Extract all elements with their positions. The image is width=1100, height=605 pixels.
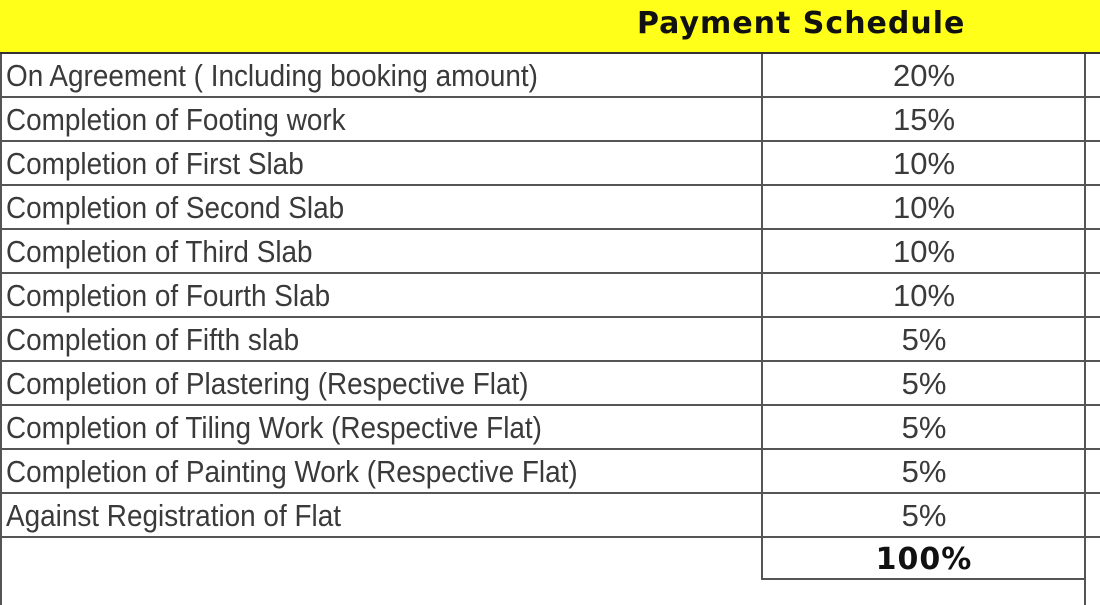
total-percent: 100% — [875, 542, 973, 577]
table-row — [0, 54, 1100, 98]
table-row — [0, 450, 1100, 494]
stage-cell: Completion of Fifth slab — [6, 322, 300, 357]
percent-cell: 10% — [892, 278, 956, 313]
percent-cell: 5% — [901, 498, 947, 533]
percent-cell: 5% — [901, 454, 947, 489]
stage-cell: Against Registration of Flat — [6, 498, 341, 533]
table-row — [0, 362, 1100, 406]
table-row — [0, 406, 1100, 450]
stage-cell: Completion of Plastering (Respective Flat) — [6, 366, 529, 401]
percent-cell: 5% — [901, 410, 947, 445]
total-underline — [761, 578, 1086, 580]
table-row — [0, 230, 1100, 274]
percent-cell: 20% — [892, 58, 956, 93]
stage-cell: Completion of Painting Work (Respective Flat) — [6, 454, 578, 489]
table-row — [0, 274, 1100, 318]
stage-cell: Completion of Second Slab — [6, 190, 345, 225]
percent-cell: 10% — [892, 190, 956, 225]
header-bar — [0, 0, 1100, 54]
stage-cell: Completion of Fourth Slab — [6, 278, 331, 313]
stage-cell: Completion of First Slab — [6, 146, 304, 181]
stage-cell: Completion of Tiling Work (Respective Flat) — [6, 410, 542, 445]
table-row — [0, 318, 1100, 362]
percent-cell: 10% — [892, 234, 956, 269]
percent-cell: 15% — [892, 102, 956, 137]
stage-cell: On Agreement ( Including booking amount) — [6, 58, 538, 93]
table-row — [0, 494, 1100, 538]
percent-cell: 10% — [892, 146, 956, 181]
schedule-table — [0, 54, 1100, 586]
table-row — [0, 98, 1100, 142]
stage-cell: Completion of Third Slab — [6, 234, 313, 269]
table-row — [0, 186, 1100, 230]
column-divider — [761, 54, 763, 580]
table-row — [0, 142, 1100, 186]
page-title: Payment Schedule — [637, 6, 966, 41]
stage-cell: Completion of Footing work — [6, 102, 346, 137]
percent-cell: 5% — [901, 322, 947, 357]
percent-cell: 5% — [901, 366, 947, 401]
table-right-border — [1084, 54, 1086, 605]
table-left-border — [0, 54, 2, 605]
